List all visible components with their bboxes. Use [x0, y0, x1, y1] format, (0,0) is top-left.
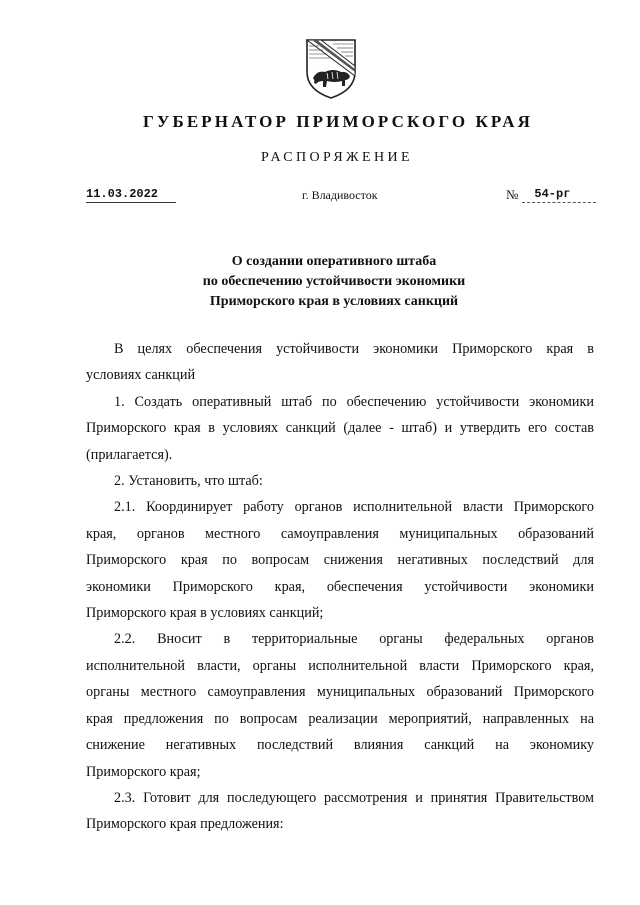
text-line: органы местного самоуправления муниципальных образований Приморского: [86, 684, 594, 701]
paragraph-preamble: [86, 336, 594, 389]
text-line: 2.3. Готовит для последующего рассмотрения и принятия Правительством: [114, 789, 594, 806]
text-line: исполнительной власти, органы исполнительной власти Приморского края,: [86, 657, 594, 674]
text-line: 2. Установить, что штаб:: [114, 473, 263, 490]
text-line: Приморского края в условиях санкций (далее - штаб) и утвердить его состав: [86, 420, 594, 437]
document-number: 54-рг: [522, 187, 596, 203]
subject-line: Приморского края в условиях санкций: [209, 294, 459, 309]
paragraph-item-2-2: [86, 626, 594, 784]
text-line: Приморского края;: [86, 763, 201, 780]
text-line: условиях санкций: [86, 367, 196, 384]
text-line: 2.2. Вносит в территориальные органы федеральных органов: [114, 631, 594, 648]
subject-line: по обеспечению устойчивости экономики: [202, 274, 466, 289]
text-line: 1. Создать оперативный штаб по обеспечению устойчивости экономики: [114, 393, 594, 410]
document-body: [86, 336, 594, 838]
paragraph-item-2-1: [86, 494, 594, 626]
paragraph-item-1: [86, 389, 594, 468]
text-line: экономики Приморского края, обеспечения устойчивости экономики: [86, 578, 594, 595]
text-line: 2.1. Координирует работу органов исполнительной власти Приморского: [114, 499, 594, 516]
text-line: Приморского края по вопросам снижения негативных последствий для: [86, 552, 594, 569]
org-title: ГУБЕРНАТОР ПРИМОРСКОГО КРАЯ: [143, 112, 533, 131]
document-subject: [0, 252, 640, 312]
primorsky-krai-coat-of-arms-icon: [303, 36, 359, 100]
document-type: РАСПОРЯЖЕНИЕ: [261, 150, 413, 165]
text-line: края предложения по вопросам реализации мероприятий, направленных на: [86, 710, 594, 727]
text-line: (прилагается).: [86, 446, 173, 463]
document-date: 11.03.2022: [86, 187, 176, 203]
text-line: В целях обеспечения устойчивости экономики Приморского края в: [114, 341, 594, 357]
number-sign: №: [506, 187, 519, 202]
text-line: Приморского края предложения:: [86, 816, 284, 833]
document-number-field: [506, 187, 596, 203]
document-city: г. Владивосток: [302, 188, 378, 202]
text-line: края, органов местного самоуправления муниципальных образований: [86, 525, 594, 542]
text-line: Приморского края в условиях санкций;: [86, 605, 324, 622]
text-line: снижение негативных последствий влияния санкций на экономику: [86, 737, 594, 754]
paragraph-item-2-3: [86, 785, 594, 838]
subject-line: О создании оперативного штаба: [231, 254, 437, 269]
paragraph-item-2: [86, 468, 594, 494]
